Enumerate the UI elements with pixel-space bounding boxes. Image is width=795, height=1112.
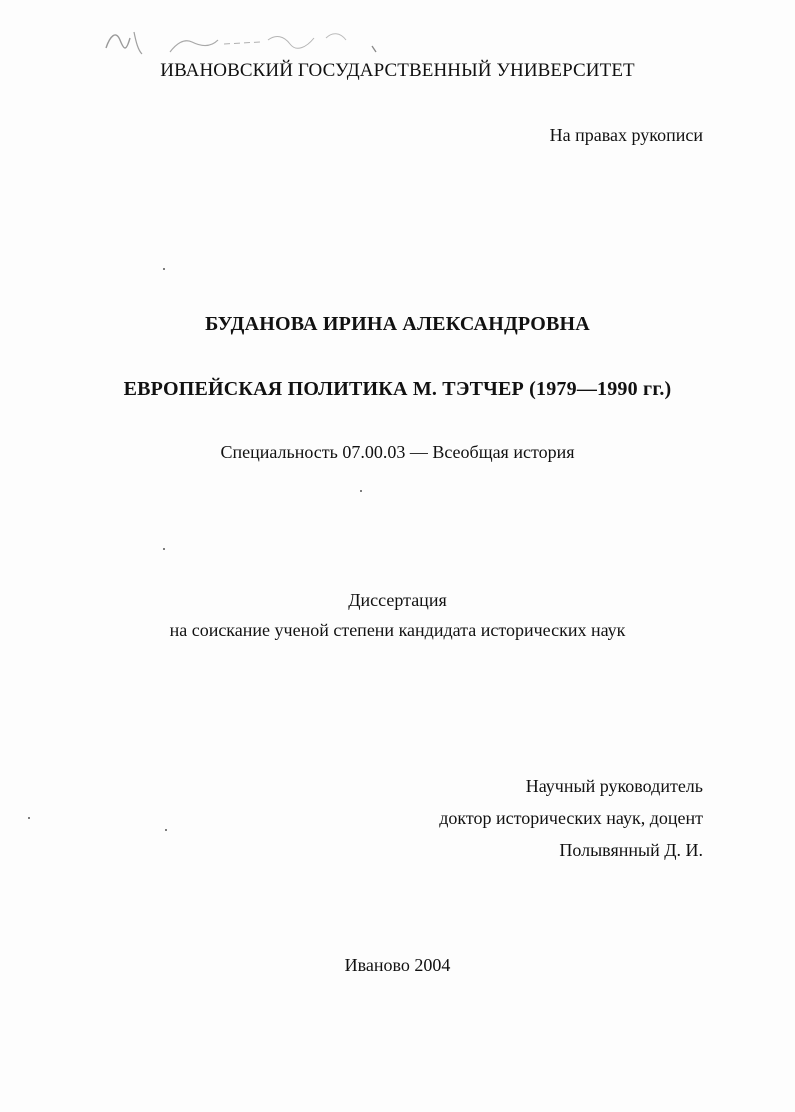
degree-line: на соискание ученой степени кандидата исторических наук: [169, 620, 626, 640]
supervisor-degree: доктор исторических наук, доцент: [439, 808, 703, 828]
specialty-line: Специальность 07.00.03 — Всеобщая история: [220, 442, 575, 462]
dissertation-type: Диссертация: [348, 590, 447, 610]
manuscript-note: На правах рукописи: [549, 125, 703, 145]
handwritten-annotation: [100, 18, 400, 62]
city-year: Иваново 2004: [344, 955, 451, 975]
scan-speck: [163, 268, 165, 270]
author-name: БУДАНОВА ИРИНА АЛЕКСАНДРОВНА: [205, 313, 590, 335]
scan-speck: [165, 829, 167, 831]
supervisor-name: Полывянный Д. И.: [559, 840, 703, 860]
scan-speck: [163, 548, 165, 550]
dissertation-title: ЕВРОПЕЙСКАЯ ПОЛИТИКА М. ТЭТЧЕР (1979—1990 гг.): [123, 378, 672, 400]
scan-speck: [360, 490, 362, 492]
scan-speck: [28, 817, 30, 819]
supervisor-role: Научный руководитель: [525, 776, 703, 796]
university-name: ИВАНОВСКИЙ ГОСУДАРСТВЕННЫЙ УНИВЕРСИТЕТ: [160, 60, 635, 81]
